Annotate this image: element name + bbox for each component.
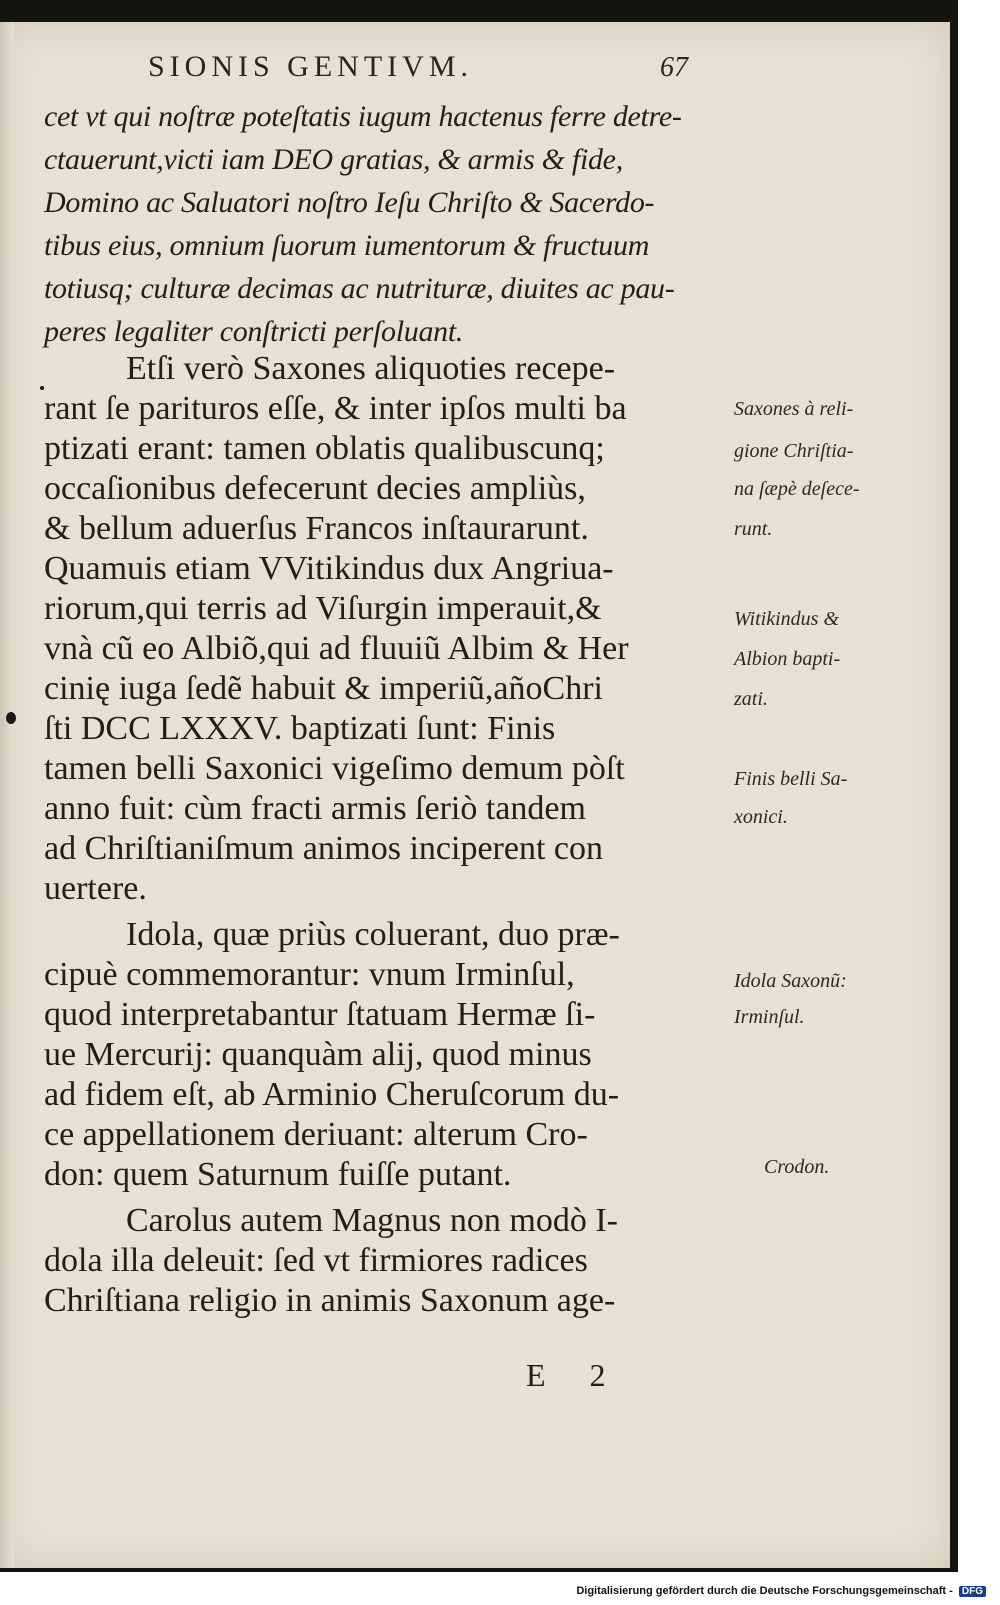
text-line: totiusq; culturæ decimas ac nutrituræ, diuites ac pau- (44, 272, 675, 305)
marginal-note: Idola Saxonũ: (734, 970, 847, 992)
marginal-note: na ſæpè deſece- (734, 478, 860, 500)
text-line: tibus eius, omnium ſuorum iumentorum & fructuum (44, 229, 650, 262)
text-line: ue Mercurij: quanquàm alij, quod minus (44, 1036, 592, 1073)
text-line: ctauerunt,victi iam DEO gratias, & armis & fide, (44, 143, 623, 176)
text-line: riorum,qui terris ad Viſurgin imperauit,& (44, 590, 602, 627)
text-line: Domino ac Saluatori noſtro Ieſu Chriſto & Sacerdo- (44, 186, 655, 219)
marginal-note: Crodon. (764, 1156, 830, 1178)
text-line: ad fidem eſt, ab Arminio Cheruſcorum du- (44, 1076, 620, 1113)
text-line: vnà cũ eo Albiõ,qui ad fluuiũ Albim & Her (44, 630, 629, 667)
marginal-note: xonici. (734, 806, 788, 828)
text-line: quod interpretabantur ſtatuam Hermæ ſi- (44, 996, 596, 1033)
catchword-signature: E 2 (526, 1357, 624, 1393)
text-line: tamen belli Saxonici vigeſimo demum pòſt (44, 750, 625, 787)
text-line: ce appellationem deriuant: alterum Cro- (44, 1116, 588, 1153)
text-line: cipuè commemorantur: vnum Irminſul, (44, 956, 575, 993)
text-line: occaſionibus defecerunt decies ampliùs, (44, 470, 586, 507)
page-number: 67 (660, 52, 688, 83)
text-line: Quamuis etiam VVitikindus dux Angriua- (44, 550, 614, 587)
marginal-note: Finis belli Sa- (734, 768, 848, 790)
digitization-credit (576, 1585, 986, 1597)
text-line: cinię iuga ſedẽ habuit & imperiũ,añoChri (44, 670, 603, 707)
text-line: uertere. (44, 870, 147, 907)
text-line: Idola, quæ priùs coluerant, duo præ- (126, 916, 620, 953)
dfg-logo: DFG (959, 1586, 986, 1597)
page-gutter-shadow (0, 22, 14, 1568)
marginal-note: Witikindus & (734, 608, 839, 630)
text-line: don: quem Saturnum fuiſſe putant. (44, 1156, 512, 1193)
marginal-note: runt. (734, 518, 773, 540)
text-line: Chriſtiana religio in animis Saxonum age- (44, 1282, 616, 1319)
text-line: peres legaliter conſtricti perſoluant. (44, 315, 464, 348)
text-line: cet vt qui noſtræ poteſtatis iugum hactenus ferre detre- (44, 100, 682, 133)
text-line: & bellum aduerſus Francos inſtaurarunt. (44, 510, 589, 547)
text-line: Etſi verò Saxones aliquoties recepe- (126, 350, 616, 387)
text-line: ad Chriſtianiſmum animos inciperent con (44, 830, 603, 867)
marginal-note: Saxones à reli- (734, 398, 854, 420)
text-line: dola illa deleuit: ſed vt firmiores radices (44, 1242, 588, 1279)
text-line: Carolus autem Magnus non modò I- (126, 1202, 618, 1239)
marginal-note: gione Chriſtia- (734, 440, 854, 462)
running-title: SIONIS GENTIVM. (148, 50, 473, 83)
text-line: anno fuit: cùm fracti armis ſeriò tandem (44, 790, 586, 827)
text-line: ptizati erant: tamen oblatis qualibuscunq; (44, 430, 605, 467)
text-line: ſti DCC LXXXV. baptizati ſunt: Finis (44, 710, 556, 747)
marginal-note: Irminſul. (734, 1006, 805, 1028)
marginal-note: Albion bapti- (734, 648, 841, 670)
text-line: rant ſe parituros eſſe, & inter ipſos multi ba (44, 390, 627, 427)
ink-spot (40, 386, 44, 390)
ink-spot (6, 712, 16, 724)
marginal-note: zati. (734, 688, 768, 710)
credit-text: Digitalisierung gefördert durch die Deutsche Forschungsgemeinschaft - (576, 1585, 953, 1597)
